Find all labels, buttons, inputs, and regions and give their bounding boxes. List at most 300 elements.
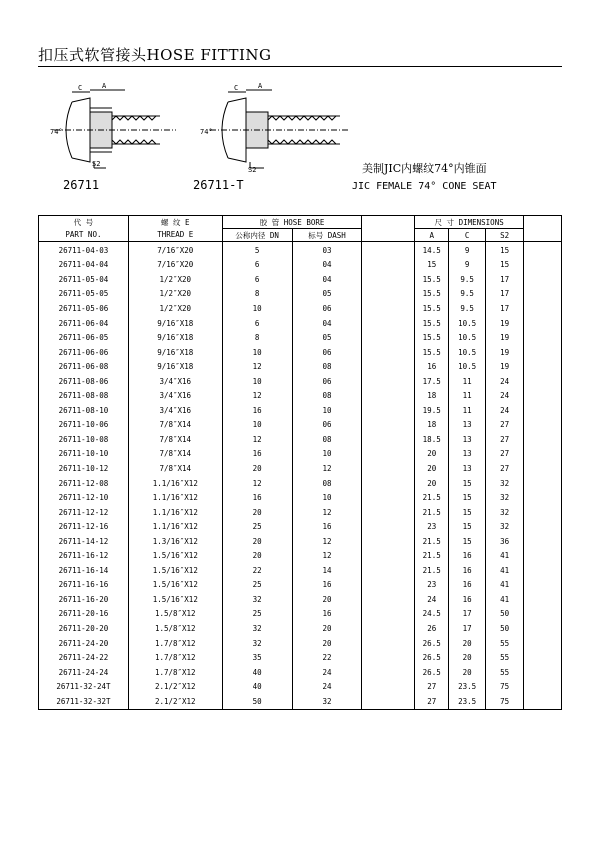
cell-c: 9 xyxy=(449,242,486,258)
cell-dash: 06 xyxy=(292,301,362,316)
cell-dn: 16 xyxy=(222,403,292,418)
cell-s2: 27 xyxy=(486,447,524,462)
cell-part: 26711-06-04 xyxy=(39,316,129,331)
cell-dash: 32 xyxy=(292,694,362,709)
cell-a: 21.5 xyxy=(415,505,449,520)
caption-chinese: 美制JIC内螺纹74°内锥面 xyxy=(362,162,487,175)
cell-a: 26.5 xyxy=(415,665,449,680)
cell-a: 26 xyxy=(415,621,449,636)
cell-dn: 20 xyxy=(222,548,292,563)
fitting-drawing-straight xyxy=(54,90,176,168)
cell-c: 15 xyxy=(449,476,486,491)
cell-dn: 32 xyxy=(222,621,292,636)
cell-blank xyxy=(362,650,415,665)
cell-thread: 2.1/2″X12 xyxy=(128,679,222,694)
cell-part: 26711-10-06 xyxy=(39,418,129,433)
cell-dn: 10 xyxy=(222,418,292,433)
cell-dn: 5 xyxy=(222,242,292,258)
cell-part: 26711-12-10 xyxy=(39,490,129,505)
table-row xyxy=(39,578,562,593)
cell-a: 15.5 xyxy=(415,272,449,287)
cell-thread: 7/16″X20 xyxy=(128,242,222,258)
cell-c: 17 xyxy=(449,621,486,636)
cell-s2: 50 xyxy=(486,607,524,622)
cell-a: 21.5 xyxy=(415,548,449,563)
cell-blank xyxy=(524,461,562,476)
cell-c: 9.5 xyxy=(449,301,486,316)
table-row xyxy=(39,258,562,273)
table-row xyxy=(39,272,562,287)
cell-blank xyxy=(362,679,415,694)
cell-thread: 7/8″X14 xyxy=(128,432,222,447)
cell-blank xyxy=(524,607,562,622)
cell-dash: 03 xyxy=(292,242,362,258)
cell-s2: 17 xyxy=(486,287,524,302)
cell-a: 26.5 xyxy=(415,636,449,651)
cell-blank xyxy=(362,519,415,534)
cell-blank xyxy=(362,258,415,273)
cell-dash: 04 xyxy=(292,258,362,273)
table-row xyxy=(39,694,562,709)
cell-blank xyxy=(524,476,562,491)
cell-thread: 1.5/8″X12 xyxy=(128,621,222,636)
cell-thread: 1.7/8″X12 xyxy=(128,650,222,665)
cell-blank xyxy=(524,418,562,433)
cell-blank xyxy=(362,316,415,331)
cell-thread: 3/4″X16 xyxy=(128,403,222,418)
table-row xyxy=(39,403,562,418)
cell-part: 26711-08-06 xyxy=(39,374,129,389)
cell-blank xyxy=(362,359,415,374)
table-row xyxy=(39,432,562,447)
cell-blank xyxy=(524,272,562,287)
cell-thread: 1.5/16″X12 xyxy=(128,592,222,607)
cell-s2: 15 xyxy=(486,258,524,273)
cell-blank xyxy=(362,578,415,593)
cell-dash: 24 xyxy=(292,679,362,694)
cell-a: 24 xyxy=(415,592,449,607)
cell-c: 11 xyxy=(449,374,486,389)
cell-s2: 32 xyxy=(486,505,524,520)
cell-blank xyxy=(524,345,562,360)
cell-blank xyxy=(362,636,415,651)
cell-s2: 24 xyxy=(486,388,524,403)
header-dash: 标号 DASH xyxy=(292,229,362,242)
cell-c: 15 xyxy=(449,519,486,534)
dim-a-label-2: A xyxy=(258,82,263,90)
cell-c: 16 xyxy=(449,548,486,563)
table-row xyxy=(39,548,562,563)
table-row xyxy=(39,476,562,491)
cell-part: 26711-06-08 xyxy=(39,359,129,374)
cell-thread: 1.5/16″X12 xyxy=(128,548,222,563)
cell-a: 21.5 xyxy=(415,563,449,578)
header-dimensions: 尺 寸 DIMENSIONS xyxy=(415,216,524,229)
cell-dn: 10 xyxy=(222,301,292,316)
cell-part: 26711-24-20 xyxy=(39,636,129,651)
header-c: C xyxy=(449,229,486,242)
cell-thread: 9/16″X18 xyxy=(128,359,222,374)
cell-dash: 12 xyxy=(292,461,362,476)
cell-blank xyxy=(362,505,415,520)
cell-c: 10.5 xyxy=(449,316,486,331)
cell-thread: 1.5/8″X12 xyxy=(128,607,222,622)
cell-s2: 17 xyxy=(486,301,524,316)
cell-part: 26711-12-08 xyxy=(39,476,129,491)
cell-thread: 1/2″X20 xyxy=(128,272,222,287)
cell-blank xyxy=(524,679,562,694)
cell-blank xyxy=(524,374,562,389)
cell-dn: 20 xyxy=(222,505,292,520)
cell-dn: 20 xyxy=(222,534,292,549)
cell-dash: 05 xyxy=(292,287,362,302)
cell-a: 20 xyxy=(415,447,449,462)
cell-blank xyxy=(362,665,415,680)
cell-dn: 20 xyxy=(222,461,292,476)
cell-c: 16 xyxy=(449,592,486,607)
cell-part: 26711-05-04 xyxy=(39,272,129,287)
cell-c: 10.5 xyxy=(449,359,486,374)
cell-a: 17.5 xyxy=(415,374,449,389)
table-row xyxy=(39,374,562,389)
cell-a: 15.5 xyxy=(415,330,449,345)
cell-blank xyxy=(524,242,562,258)
cell-blank xyxy=(524,650,562,665)
cell-a: 18.5 xyxy=(415,432,449,447)
cell-blank xyxy=(524,519,562,534)
cell-blank xyxy=(362,301,415,316)
cell-dn: 40 xyxy=(222,665,292,680)
table-row xyxy=(39,636,562,651)
cell-a: 21.5 xyxy=(415,490,449,505)
table-row xyxy=(39,679,562,694)
table-row xyxy=(39,621,562,636)
cell-c: 9.5 xyxy=(449,287,486,302)
cell-part: 26711-08-08 xyxy=(39,388,129,403)
cell-blank xyxy=(524,665,562,680)
cell-thread: 1.3/16″X12 xyxy=(128,534,222,549)
cell-dn: 12 xyxy=(222,476,292,491)
cell-dash: 12 xyxy=(292,548,362,563)
header-part-en: PART NO. xyxy=(39,229,129,242)
cell-blank xyxy=(524,388,562,403)
cell-part: 26711-08-10 xyxy=(39,403,129,418)
cell-part: 26711-16-14 xyxy=(39,563,129,578)
cell-dash: 06 xyxy=(292,374,362,389)
cell-dn: 8 xyxy=(222,330,292,345)
header-blank-2 xyxy=(362,229,415,242)
cell-thread: 9/16″X18 xyxy=(128,316,222,331)
cell-thread: 1.7/8″X12 xyxy=(128,636,222,651)
cell-dn: 22 xyxy=(222,563,292,578)
cell-c: 13 xyxy=(449,461,486,476)
cell-s2: 27 xyxy=(486,418,524,433)
cell-blank xyxy=(362,403,415,418)
caption-english: JIC FEMALE 74° CONE SEAT xyxy=(352,181,497,192)
table-row xyxy=(39,242,562,258)
cell-s2: 41 xyxy=(486,548,524,563)
cell-blank xyxy=(524,578,562,593)
cell-blank xyxy=(362,592,415,607)
cell-dn: 10 xyxy=(222,374,292,389)
cell-dash: 05 xyxy=(292,330,362,345)
cell-blank xyxy=(362,432,415,447)
cell-thread: 1/2″X20 xyxy=(128,301,222,316)
cell-thread: 1.5/16″X12 xyxy=(128,578,222,593)
title-divider xyxy=(38,66,562,67)
cell-blank xyxy=(524,301,562,316)
cell-part: 26711-04-03 xyxy=(39,242,129,258)
cell-dash: 04 xyxy=(292,316,362,331)
dim-c-label: C xyxy=(78,84,83,92)
cell-blank xyxy=(362,345,415,360)
cell-dn: 35 xyxy=(222,650,292,665)
cell-c: 16 xyxy=(449,578,486,593)
cell-c: 20 xyxy=(449,650,486,665)
table-row xyxy=(39,345,562,360)
table-row xyxy=(39,592,562,607)
cell-s2: 55 xyxy=(486,650,524,665)
cell-part: 26711-24-22 xyxy=(39,650,129,665)
table-row xyxy=(39,418,562,433)
cell-dash: 10 xyxy=(292,447,362,462)
cell-thread: 2.1/2″X12 xyxy=(128,694,222,709)
cell-part: 26711-10-10 xyxy=(39,447,129,462)
cell-thread: 9/16″X18 xyxy=(128,345,222,360)
cell-dn: 6 xyxy=(222,258,292,273)
header-blank xyxy=(362,216,415,229)
cell-part: 26711-10-08 xyxy=(39,432,129,447)
table-row xyxy=(39,287,562,302)
cell-dash: 20 xyxy=(292,592,362,607)
fitting-drawing-elbow xyxy=(210,90,350,168)
cell-c: 13 xyxy=(449,432,486,447)
cell-c: 20 xyxy=(449,636,486,651)
cell-a: 20 xyxy=(415,476,449,491)
cell-c: 23.5 xyxy=(449,679,486,694)
cell-part: 26711-32-24T xyxy=(39,679,129,694)
cell-blank xyxy=(362,287,415,302)
cell-dash: 10 xyxy=(292,490,362,505)
cell-s2: 41 xyxy=(486,592,524,607)
header-blank-end xyxy=(524,216,562,229)
cell-part: 26711-05-05 xyxy=(39,287,129,302)
cell-part: 26711-20-16 xyxy=(39,607,129,622)
cell-blank xyxy=(362,694,415,709)
cell-c: 15 xyxy=(449,505,486,520)
model-label-26711-t: 26711-T xyxy=(193,178,244,192)
spec-table xyxy=(38,215,562,710)
cell-dn: 6 xyxy=(222,316,292,331)
cell-c: 10.5 xyxy=(449,345,486,360)
cell-part: 26711-16-12 xyxy=(39,548,129,563)
cell-blank xyxy=(524,316,562,331)
cell-s2: 19 xyxy=(486,359,524,374)
cell-s2: 27 xyxy=(486,432,524,447)
cell-s2: 55 xyxy=(486,665,524,680)
table-row xyxy=(39,650,562,665)
table-row xyxy=(39,316,562,331)
table-row xyxy=(39,447,562,462)
cell-thread: 1.5/16″X12 xyxy=(128,563,222,578)
dim-a-label: A xyxy=(102,82,107,90)
table-header-row-1 xyxy=(39,216,562,229)
cell-thread: 1/2″X20 xyxy=(128,287,222,302)
cell-blank xyxy=(362,607,415,622)
cell-dn: 25 xyxy=(222,607,292,622)
dim-c-label-2: C xyxy=(234,84,239,92)
cell-blank xyxy=(524,592,562,607)
cell-c: 15 xyxy=(449,490,486,505)
cell-blank xyxy=(362,272,415,287)
cell-a: 21.5 xyxy=(415,534,449,549)
cell-thread: 1.7/8″X12 xyxy=(128,665,222,680)
cell-a: 15.5 xyxy=(415,301,449,316)
cell-blank xyxy=(362,490,415,505)
cell-dn: 25 xyxy=(222,578,292,593)
header-s2: S2 xyxy=(486,229,524,242)
cell-blank xyxy=(524,287,562,302)
cell-dash: 24 xyxy=(292,665,362,680)
cell-dn: 16 xyxy=(222,447,292,462)
cell-part: 26711-24-24 xyxy=(39,665,129,680)
cell-c: 13 xyxy=(449,418,486,433)
cell-thread: 3/4″X16 xyxy=(128,374,222,389)
cell-s2: 41 xyxy=(486,563,524,578)
cell-dash: 08 xyxy=(292,359,362,374)
table-row xyxy=(39,534,562,549)
cell-a: 23 xyxy=(415,578,449,593)
header-part-cn: 代 号 xyxy=(39,216,129,229)
cell-s2: 19 xyxy=(486,316,524,331)
cell-thread: 7/8″X14 xyxy=(128,447,222,462)
cell-s2: 32 xyxy=(486,519,524,534)
cell-part: 26711-04-04 xyxy=(39,258,129,273)
table-row xyxy=(39,519,562,534)
cell-part: 26711-20-20 xyxy=(39,621,129,636)
cell-c: 16 xyxy=(449,563,486,578)
cell-s2: 75 xyxy=(486,694,524,709)
cell-part: 26711-14-12 xyxy=(39,534,129,549)
cell-thread: 7/16″X20 xyxy=(128,258,222,273)
cell-c: 9.5 xyxy=(449,272,486,287)
cell-part: 26711-32-32T xyxy=(39,694,129,709)
cell-s2: 75 xyxy=(486,679,524,694)
cell-blank xyxy=(362,418,415,433)
cell-dn: 50 xyxy=(222,694,292,709)
cell-blank xyxy=(524,548,562,563)
cell-a: 27 xyxy=(415,694,449,709)
header-dn: 公称内径 DN xyxy=(222,229,292,242)
header-a: A xyxy=(415,229,449,242)
cell-blank xyxy=(362,447,415,462)
cell-s2: 36 xyxy=(486,534,524,549)
cell-a: 20 xyxy=(415,461,449,476)
cell-s2: 32 xyxy=(486,490,524,505)
cell-dash: 08 xyxy=(292,476,362,491)
dim-s2-label: S2 xyxy=(92,160,101,168)
cell-blank xyxy=(524,636,562,651)
cell-part: 26711-06-06 xyxy=(39,345,129,360)
cell-blank xyxy=(524,432,562,447)
cell-blank xyxy=(524,621,562,636)
cell-s2: 24 xyxy=(486,403,524,418)
cell-c: 17 xyxy=(449,607,486,622)
cell-a: 15.5 xyxy=(415,316,449,331)
cell-dn: 40 xyxy=(222,679,292,694)
table-row xyxy=(39,359,562,374)
cell-a: 14.5 xyxy=(415,242,449,258)
cell-blank xyxy=(362,330,415,345)
cell-a: 15.5 xyxy=(415,345,449,360)
cell-blank xyxy=(524,403,562,418)
cell-a: 15 xyxy=(415,258,449,273)
cell-blank xyxy=(362,476,415,491)
cell-part: 26711-05-06 xyxy=(39,301,129,316)
cell-s2: 19 xyxy=(486,345,524,360)
cell-blank xyxy=(524,330,562,345)
table-row xyxy=(39,301,562,316)
cell-dn: 25 xyxy=(222,519,292,534)
cell-a: 16 xyxy=(415,359,449,374)
cell-part: 26711-10-12 xyxy=(39,461,129,476)
cell-blank xyxy=(362,621,415,636)
cell-blank xyxy=(362,242,415,258)
cell-dn: 32 xyxy=(222,592,292,607)
cell-part: 26711-12-16 xyxy=(39,519,129,534)
cell-part: 26711-06-05 xyxy=(39,330,129,345)
cell-s2: 17 xyxy=(486,272,524,287)
header-thread-cn: 螺 纹 E xyxy=(128,216,222,229)
cell-blank xyxy=(362,548,415,563)
cell-dash: 08 xyxy=(292,388,362,403)
cell-blank xyxy=(524,359,562,374)
table-row xyxy=(39,461,562,476)
cell-blank xyxy=(362,388,415,403)
cell-thread: 1.1/16″X12 xyxy=(128,505,222,520)
cell-c: 23.5 xyxy=(449,694,486,709)
cell-s2: 32 xyxy=(486,476,524,491)
cell-dn: 12 xyxy=(222,359,292,374)
cell-thread: 9/16″X18 xyxy=(128,330,222,345)
cell-blank xyxy=(524,694,562,709)
cell-dn: 10 xyxy=(222,345,292,360)
table-row xyxy=(39,563,562,578)
cell-blank xyxy=(362,534,415,549)
cell-a: 27 xyxy=(415,679,449,694)
cell-s2: 55 xyxy=(486,636,524,651)
cell-dash: 06 xyxy=(292,345,362,360)
fitting-drawing xyxy=(50,82,370,182)
cell-dn: 12 xyxy=(222,432,292,447)
cell-dash: 12 xyxy=(292,505,362,520)
cell-dash: 10 xyxy=(292,403,362,418)
cell-c: 20 xyxy=(449,665,486,680)
cell-dash: 04 xyxy=(292,272,362,287)
cell-s2: 50 xyxy=(486,621,524,636)
table-row xyxy=(39,330,562,345)
cell-blank xyxy=(524,563,562,578)
cell-dash: 08 xyxy=(292,432,362,447)
cell-dash: 14 xyxy=(292,563,362,578)
cell-dash: 16 xyxy=(292,578,362,593)
table-row xyxy=(39,607,562,622)
cell-a: 19.5 xyxy=(415,403,449,418)
cell-dn: 8 xyxy=(222,287,292,302)
cell-a: 23 xyxy=(415,519,449,534)
cell-blank xyxy=(362,461,415,476)
cell-blank xyxy=(524,534,562,549)
